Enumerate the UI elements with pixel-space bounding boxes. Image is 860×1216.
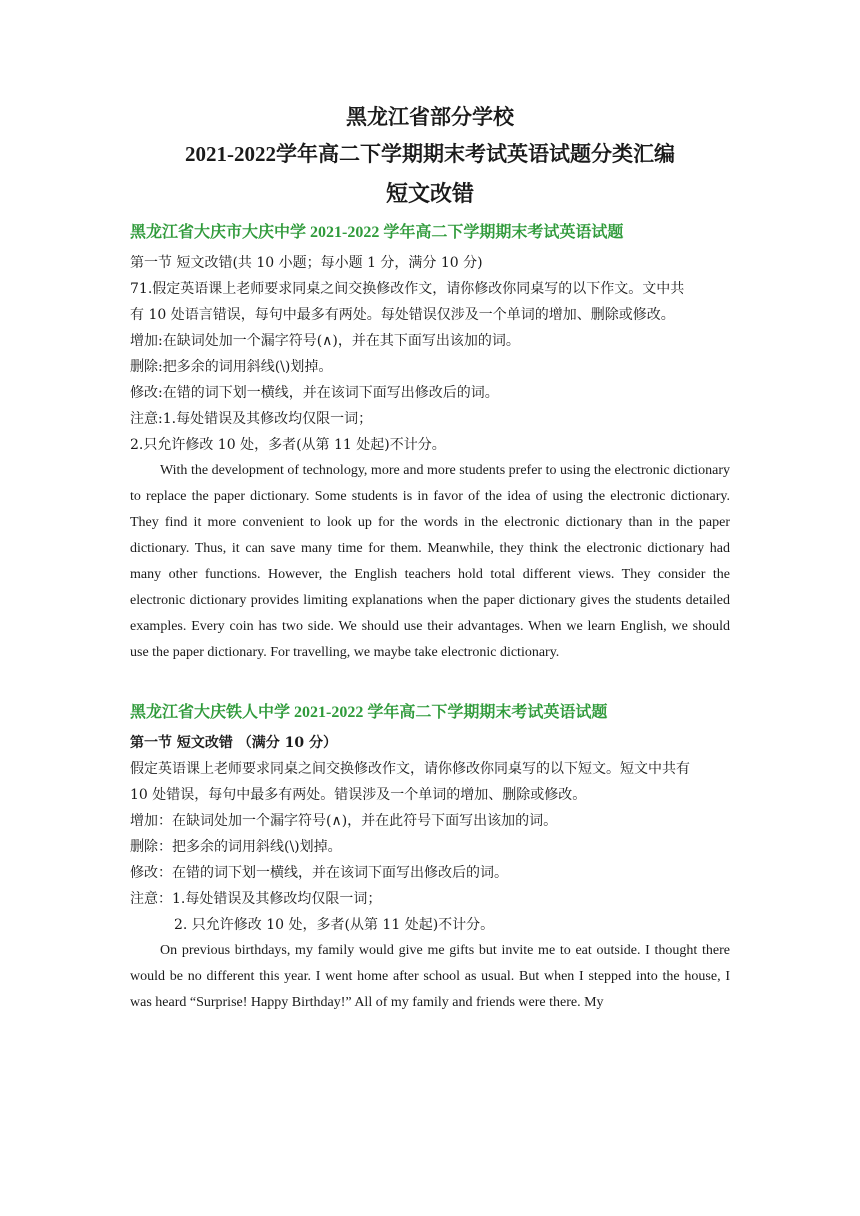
- section-tieren-school: [130, 700, 730, 1016]
- instruction-modify: 修改:在错的词下划一横线，并在该词下面写出修改后的词。: [130, 385, 499, 401]
- question-text-line: 71.假定英语课上老师要求同桌之间交换修改作文，请你修改你同桌写的以下作文。文中共: [130, 281, 685, 297]
- question-text-line: 10 处错误，每句中最多有两处。错误涉及一个单词的增加、删除或修改。: [130, 787, 587, 803]
- instruction-add: 增加:在缺词处加一个漏字符号(∧)，并在其下面写出该加的词。: [130, 333, 520, 349]
- document-topic: 短文改错: [385, 181, 474, 206]
- section-heading: 黑龙江省大庆铁人中学 2021-2022 学年高二下学期期末考试英语试题: [130, 704, 608, 721]
- passage-text: With the development of technology, more and more students prefer to using the electronic dictionary to replace the paper dictionary. Some students is in favor of the idea of using the electronic dictionary. They find it more convenient to look up for the words in the electronic dictionary than in the paper dictionary. Thus, it can save many time for them. Meanwhile, they think the electronic dictionary had many other functions. However, the English teachers hold total different views. They consider the electronic dictionary provides limiting explanations when the paper dictionary gives the students detailed examples. Every coin has two side. We should use their advantages. When we learn English, we should use the paper dictionary. For travelling, we maybe take electronic dictionary.: [130, 463, 730, 660]
- question-text-line: 有 10 处语言错误，每句中最多有两处。每处错误仅涉及一个单词的增加、删除或修改。: [130, 307, 675, 323]
- instruction-delete: 删除:把多余的词用斜线(\)划掉。: [130, 359, 333, 375]
- document-page: [130, 100, 730, 1016]
- question-text-line: 假定英语课上老师要求同桌之间交换修改作文，请你修改你同桌写的以下短文。短文中共有: [130, 761, 690, 777]
- note-1: 注意：1.每处错误及其修改均仅限一词；: [130, 891, 382, 907]
- section-intro: 第一节 短文改错 （满分 10 分）: [130, 735, 337, 751]
- note-1: 注意:1.每处错误及其修改均仅限一词；: [130, 411, 373, 427]
- section-intro: 第一节 短文改错(共 10 小题；每小题 1 分，满分 10 分): [130, 255, 483, 271]
- note-2: 2. 只允许修改 10 处，多者(从第 11 处起)不计分。: [174, 917, 495, 933]
- instruction-delete: 删除：把多余的词用斜线(\)划掉。: [130, 839, 342, 855]
- passage-text: On previous birthdays, my family would give me gifts but invite me to eat outside. I thought there would be no different this year. I went home after school as usual. But when I stepped into the house, I was heard “Surprise! Happy Birthday!” All of my family and friends were there. My: [130, 943, 730, 1010]
- section-heading: 黑龙江省大庆市大庆中学 2021-2022 学年高二下学期期末考试英语试题: [130, 224, 624, 241]
- instruction-modify: 修改：在错的词下划一横线，并在该词下面写出修改后的词。: [130, 865, 508, 881]
- document-subtitle: 2021-2022学年高二下学期期末考试英语试题分类汇编: [185, 142, 675, 166]
- document-title: 黑龙江省部分学校: [346, 105, 514, 129]
- section-daqing-school: [130, 220, 730, 666]
- note-2: 2.只允许修改 10 处，多者(从第 11 处起)不计分。: [130, 437, 446, 453]
- instruction-add: 增加：在缺词处加一个漏字符号(∧)，并在此符号下面写出该加的词。: [130, 813, 558, 829]
